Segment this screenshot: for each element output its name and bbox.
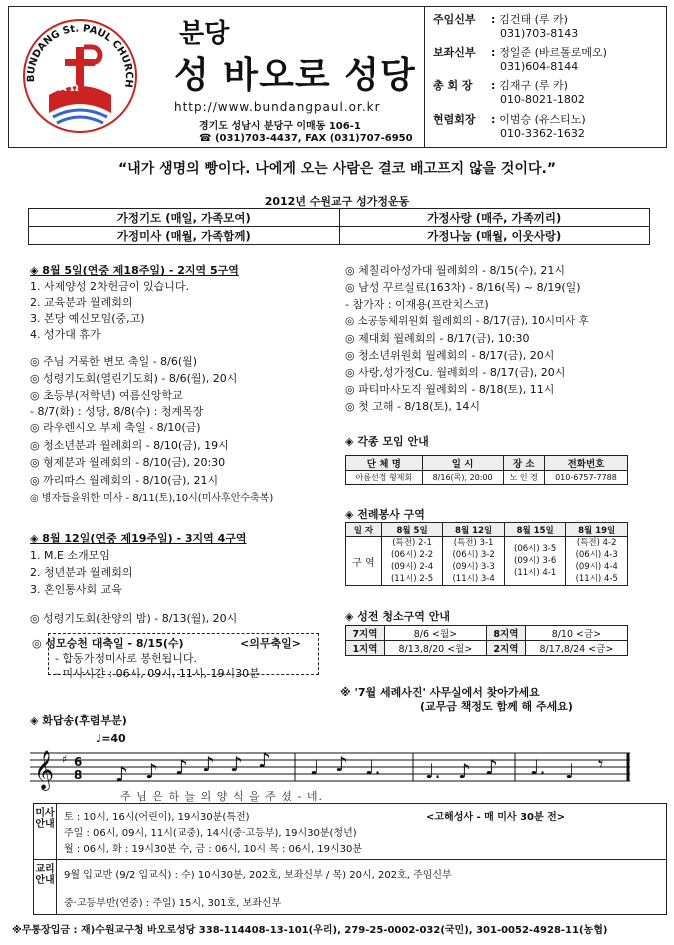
event-item: ◎ 병자들을위한 미사 - 8/11(토),10시(미사후안수축복) — [30, 493, 274, 504]
svg-text:BUNDANG St. PAUL CHURCH: BUNDANG St. PAUL CHURCH — [25, 23, 135, 89]
table-cell: 7지역 — [346, 626, 385, 641]
svg-text:♩: ♩ — [310, 755, 320, 779]
event-item: ◎ 제대회 월례회의 - 8/17(금), 10:30 — [345, 332, 530, 345]
hymn-heading: ◈ 화답송(후렴부분) — [30, 714, 127, 727]
table-cell: 2지역 — [486, 641, 525, 656]
staff-tel: 031)703-8143 — [500, 27, 579, 40]
table-header: 단 체 명 — [346, 456, 423, 471]
phone-fax: ☎ (031)703-4437, FAX (031)707-6950 — [199, 133, 413, 144]
staff-row: 현렴회장 : 이범승 (유스티노) — [433, 113, 586, 126]
meeting-table — [345, 455, 628, 485]
staff-directory — [424, 7, 667, 147]
list-item: 3. 본당 예신모임(중,고) — [30, 312, 145, 325]
table-cell: 아름선경 형제회 — [346, 471, 423, 485]
table-header: 8월 5일 — [381, 523, 443, 537]
svg-text:6: 6 — [74, 755, 83, 769]
campaign-table — [28, 208, 650, 245]
svg-text:𝄾: 𝄾 — [598, 752, 604, 776]
event-item: ◎ 파티마사도직 월례회의 - 8/18(토), 11시 — [345, 383, 555, 396]
svg-text:♪: ♪ — [115, 762, 128, 786]
table-header: 장 소 — [503, 456, 544, 471]
event-item: ◎ 남성 꾸르실료(163차) - 8/16(목) ~ 8/19(일) — [345, 281, 581, 294]
staff-tel: 010-3362-1632 — [500, 127, 585, 140]
svg-text:♩.: ♩. — [365, 755, 381, 779]
obligation-badge: <의무축일> — [240, 637, 301, 650]
campaign-cell: 가정기도 (매일, 가족모여) — [29, 209, 340, 227]
table-cell: (06시) 3-5 (09시) 3-6 (11시) 4-1 — [504, 537, 566, 586]
header-subtitle: 분당 — [179, 19, 230, 49]
header — [8, 6, 667, 148]
staff-tel: 031)604-8144 — [500, 60, 579, 73]
event-item: ◎ 라우렌시오 부제 축일 - 8/10(금) — [30, 421, 201, 434]
assumption-title: ◎ 성모승천 대축일 - 8/15(수) — [32, 637, 184, 650]
schedule-box — [33, 803, 667, 915]
svg-text:𝄞: 𝄞 — [34, 750, 55, 790]
header-title: 성 바오로 성당 — [174, 55, 416, 96]
table-cell: 8/17,8/24 <금> — [525, 641, 627, 656]
table-cell: 010-6757-7788 — [544, 471, 627, 485]
svg-text:♪: ♪ — [485, 755, 498, 779]
table-header: 전화번호 — [544, 456, 627, 471]
assumption-times: - 미사시간 : 06시, 09시, 11시, 19시30분 — [55, 667, 260, 680]
table-header: 8월 15일 — [504, 523, 566, 537]
clean-heading: ◈ 성전 청소구역 안내 — [345, 610, 450, 623]
event-item: ◎ 형제분과 월례회의 - 8/10(금), 20:30 — [30, 456, 226, 469]
week1-heading: ◈ 8월 5일(연중 제18주일) - 2지역 5구역 — [30, 264, 239, 277]
svg-text:♪: ♪ — [335, 752, 348, 776]
list-item: 4. 성가대 휴가 — [30, 328, 101, 341]
svg-text:♪: ♪ — [175, 755, 188, 779]
edu-line: 중·고등부반(연중) : 주일) 15시, 301호, 보좌신부 — [64, 898, 282, 909]
list-item: 2. 청년분과 월례회의 — [30, 566, 133, 579]
event-item: ◎ 청소년위원회 월례회의 - 8/17(금), 20시 — [345, 349, 555, 362]
svg-text:♪: ♪ — [145, 759, 158, 783]
svg-text:♪: ♪ — [258, 748, 271, 772]
table-header: 일 시 — [422, 456, 503, 471]
svg-text:♯: ♯ — [62, 753, 68, 766]
table-cell: 8/6 <월> — [384, 626, 486, 641]
staff-row: 보좌신부 : 정일준 (바르톨로메오) — [433, 46, 607, 59]
event-item: ◎ 첫 고해 - 8/18(토), 14시 — [345, 400, 480, 413]
confession-note: <고해성사 - 매 미사 30분 전> — [426, 812, 566, 823]
edu-label: 교리안내 — [35, 864, 55, 886]
svg-text:♪: ♪ — [202, 752, 215, 776]
table-cell: 8/16(목), 20:00 — [422, 471, 503, 485]
edu-line: 9월 입교반 (9/2 입교식) : 수) 10시30분, 202호, 보좌신부 / 목) 20시, 202호, 주임신부 — [64, 870, 452, 881]
table-cell: 8/13,8/20 <월> — [384, 641, 486, 656]
week2-heading: ◈ 8월 12일(연중 제19주일) - 3지역 4구역 — [30, 532, 247, 545]
hymn-lyrics: 주 님 은 하 늘 의 양 식 을 주 셨 - 네. — [120, 790, 323, 803]
assumption-note: - 합동가정미사로 봉헌됩니다. — [55, 652, 197, 665]
campaign-cell: 가정미사 (매월, 가족함께) — [29, 227, 340, 245]
table-cell: (특전) 4-2 (06시) 4-3 (09시) 4-4 (11시) 4-5 — [566, 537, 628, 586]
campaign-cell: 가정사랑 (매주, 가족끼리) — [339, 209, 650, 227]
svg-text:8: 8 — [74, 768, 83, 782]
table-cell: (특전) 3-1 (06시) 3-2 (09시) 3-3 (11시) 3-4 — [443, 537, 505, 586]
table-cell: 8지역 — [486, 626, 525, 641]
mass-time-sat: 토 : 10시, 16시(어린이), 19시30분(특전) — [64, 812, 250, 823]
list-item: 2. 교육분과 월례회의 — [30, 296, 133, 309]
table-cell: 8/10 <금> — [525, 626, 627, 641]
event-item: - 참가자 : 이재용(프란치스코) — [345, 298, 489, 311]
service-heading: ◈ 전례봉사 구역 — [345, 508, 425, 521]
list-item: 1. 사제양성 2차헌금이 있습니다. — [30, 280, 189, 293]
event-item: ◎ 체칠리아성가대 월례회의 - 8/15(수), 21시 — [345, 264, 565, 277]
photo-notice-sub: (교무금 책정도 함께 해 주세요) — [420, 700, 573, 713]
clean-table — [345, 625, 628, 656]
svg-text:♩.: ♩. — [530, 755, 546, 779]
table-cell: 구 역 — [346, 537, 382, 586]
staff-row: 주임신부 : 김건태 (루 카) — [433, 13, 568, 26]
event-item: ◎ 까리따스 월례회의 - 8/10(금), 21시 — [30, 474, 219, 487]
event-item: ◎ 주님 거룩한 변모 축일 - 8/6(월) — [30, 355, 198, 368]
campaign-cell: 가정나눔 (매월, 이웃사랑) — [339, 227, 650, 245]
event-item: ◎ 성령기도회(열린기도회) - 8/6(월), 20시 — [30, 372, 238, 385]
address: 경기도 성남시 분당구 이매동 106-1 — [199, 121, 361, 132]
svg-text:♩: ♩ — [565, 759, 575, 783]
svg-text:♩.: ♩. — [425, 759, 441, 783]
event-item: ◎ 소공동체위원회 월례회의 - 8/17(금), 10시미사 후 — [345, 315, 589, 327]
bank-footer: ※무통장입금 : 재)수원교구청 바오로성당 338-114408-13-101(우리), 279-25-0002-032(국민), 301-0052-4928-11(농협) — [12, 925, 608, 936]
staff-row: 총 회 장 : 김재구 (루 카) — [433, 79, 568, 92]
service-table — [345, 522, 628, 586]
svg-text:A Ω: A Ω — [59, 83, 79, 94]
table-header: 일 자 — [346, 523, 382, 537]
table-cell: (특전) 2-1 (06시) 2-2 (09시) 2-4 (11시) 2-5 — [381, 537, 443, 586]
scripture-quote: “내가 생명의 빵이다. 나에게 오는 사람은 결코 배고프지 않을 것이다.” — [117, 161, 557, 177]
mass-time-sun: 주일 : 06시, 09시, 11시(교중), 14시(중·고등부), 19시30분(청년) — [64, 828, 357, 839]
table-header: 8월 19일 — [566, 523, 628, 537]
list-item: 3. 혼인통사회 교육 — [30, 583, 122, 596]
table-header: 8월 12일 — [443, 523, 505, 537]
campaign-title: 2012년 수원교구 성가정운동 — [264, 195, 410, 208]
table-cell: 1지역 — [346, 641, 385, 656]
svg-text:♪: ♪ — [458, 759, 471, 783]
table-cell: 노 인 경 — [503, 471, 544, 485]
list-item: 1. M.E 소개모임 — [30, 549, 110, 562]
event-item: - 8/7(화) : 성당, 8/8(수) : 청계목장 — [30, 405, 204, 418]
event-item: ◎ 초등부(저학년) 여름신앙학교 — [30, 389, 183, 402]
meeting-heading: ◈ 각종 모임 안내 — [345, 435, 429, 448]
staff-tel: 010-8021-1802 — [500, 93, 585, 106]
church-logo — [21, 17, 139, 135]
mass-time-weekday: 월 : 06시, 화 : 19시30분 수, 금 : 06시, 10시 목 : 06시, 19시30분 — [64, 844, 363, 855]
website-url[interactable]: http://www.bundangpaul.or.kr — [174, 100, 381, 114]
hymn-tempo: ♩=40 — [96, 732, 126, 745]
mass-label: 미사안내 — [35, 808, 55, 830]
event-item: ◎ 청소년분과 월례회의 - 8/10(금), 19시 — [30, 439, 229, 452]
photo-notice: ※ '7월 세례사진' 사무실에서 찾아가세요 — [340, 686, 540, 699]
event-item: ◎ 사랑,성가정Cu. 월례회의 - 8/17(금), 20시 — [345, 366, 566, 379]
svg-text:♪: ♪ — [230, 752, 243, 776]
event-item: ◎ 성령기도회(찬양의 밤) - 8/13(월), 20시 — [30, 612, 238, 625]
